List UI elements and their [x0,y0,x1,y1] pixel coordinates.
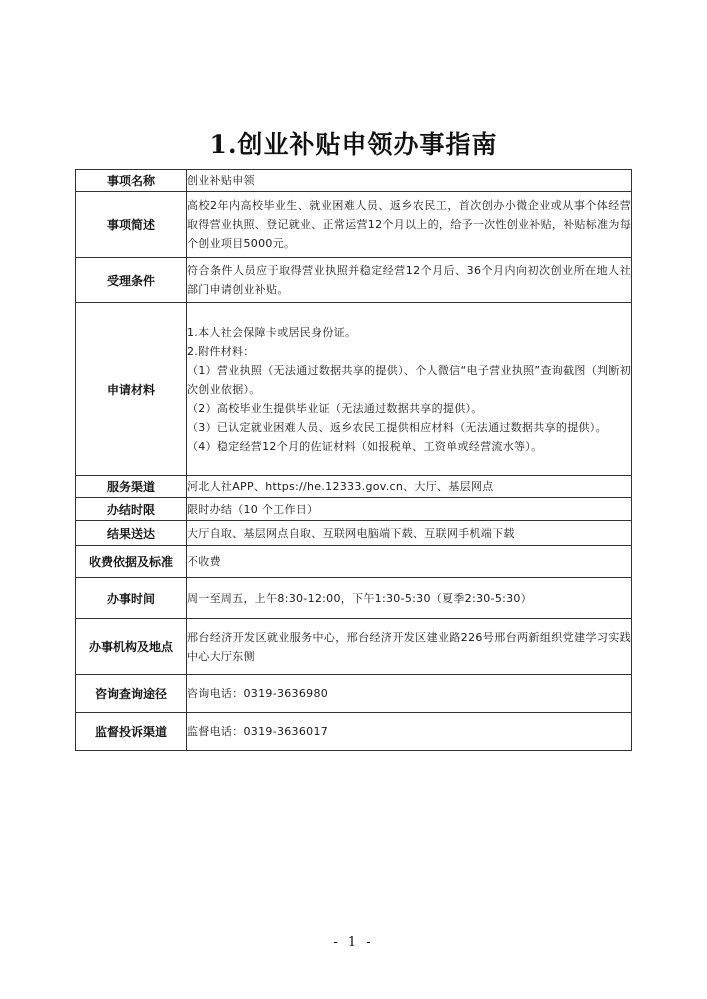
row-label: 结果送达 [76,521,187,546]
value-line: （4）稳定经营12个月的佐证材料（如报税单、工资单或经营流水等）。 [187,439,543,453]
value-line: 监督电话：0319-3636017 [187,725,329,738]
row-label: 咨询查询途径 [76,675,187,713]
row-label: 事项简述 [76,192,187,258]
row-value [187,713,632,751]
row-label: 办事机构及地点 [76,619,187,675]
value-line: 不收费 [187,555,221,568]
value-line: 大厅自取、基层网点自取、互联网电脑端下载、互联网手机端下载 [187,526,515,540]
row-label: 服务渠道 [76,476,187,498]
page-number: - 1 - [333,935,374,950]
value-line: 1.本人社会保障卡或居民身份证。 [187,325,357,339]
row-label: 收费依据及标准 [76,546,187,578]
row-label: 事项名称 [76,170,187,192]
row-value [187,675,632,713]
table-row [76,476,632,498]
table-row [76,303,632,476]
value-line: 河北人社APP、https://he.12333.gov.cn、大厅、基层网点 [187,480,494,493]
row-value [187,578,632,619]
row-value [187,192,632,258]
table-row [76,192,632,258]
page-title: 1.创业补贴申领办事指南 [209,130,498,159]
value-line: 2.附件材料： [187,344,255,358]
value-line: 周一至周五，上午8:30-12:00，下午1:30-5:30（夏季2:30-5:30） [187,591,533,605]
row-value [187,498,632,521]
table-row [76,170,632,192]
table-row [76,498,632,521]
table-row [76,258,632,303]
value-line: （3）已认定就业困难人员、返乡农民工提供相应材料（无法通过数据共享的提供）。 [187,420,607,434]
row-value [187,476,632,498]
value-line: 限时办结（10 个工作日） [187,502,319,516]
row-label: 申请材料 [76,303,187,476]
row-value [187,546,632,578]
table-row [76,713,632,751]
row-value [187,521,632,546]
row-label: 受理条件 [76,258,187,303]
row-value [187,303,632,476]
table-row [76,521,632,546]
table-row [76,578,632,619]
table-row [76,546,632,578]
row-label: 办事时间 [76,578,187,619]
row-label: 办结时限 [76,498,187,521]
value-line: 邢台经济开发区就业服务中心，邢台经济开发区建业路226号邢台两新组织党建学习实践中心大厅东侧 [187,630,631,663]
guide-table [75,169,632,751]
row-label: 监督投诉渠道 [76,713,187,751]
row-value [187,619,632,675]
table-row [76,619,632,675]
table-row [76,675,632,713]
row-value [187,170,632,192]
value-line: （2）高校毕业生提供毕业证（无法通过数据共享的提供）。 [187,401,483,415]
value-line: （1）营业执照（无法通过数据共享的提供）、个人微信“电子营业执照”查询截图（判断初次创业依据）。 [187,363,631,396]
value-line: 创业补贴申领 [187,174,255,187]
value-line: 咨询电话：0319-3636980 [187,687,329,700]
row-value [187,258,632,303]
value-line: 高校2年内高校毕业生、就业困难人员、返乡农民工，首次创办小微企业或从事个体经营取得营业执照、登记就业、正常运营12个月以上的，给予一次性创业补贴，补贴标准为每个创业项目5000元。 [187,199,631,250]
value-line: 符合条件人员应于取得营业执照并稳定经营12个月后、36个月内向初次创业所在地人社部门申请创业补贴。 [187,264,631,296]
